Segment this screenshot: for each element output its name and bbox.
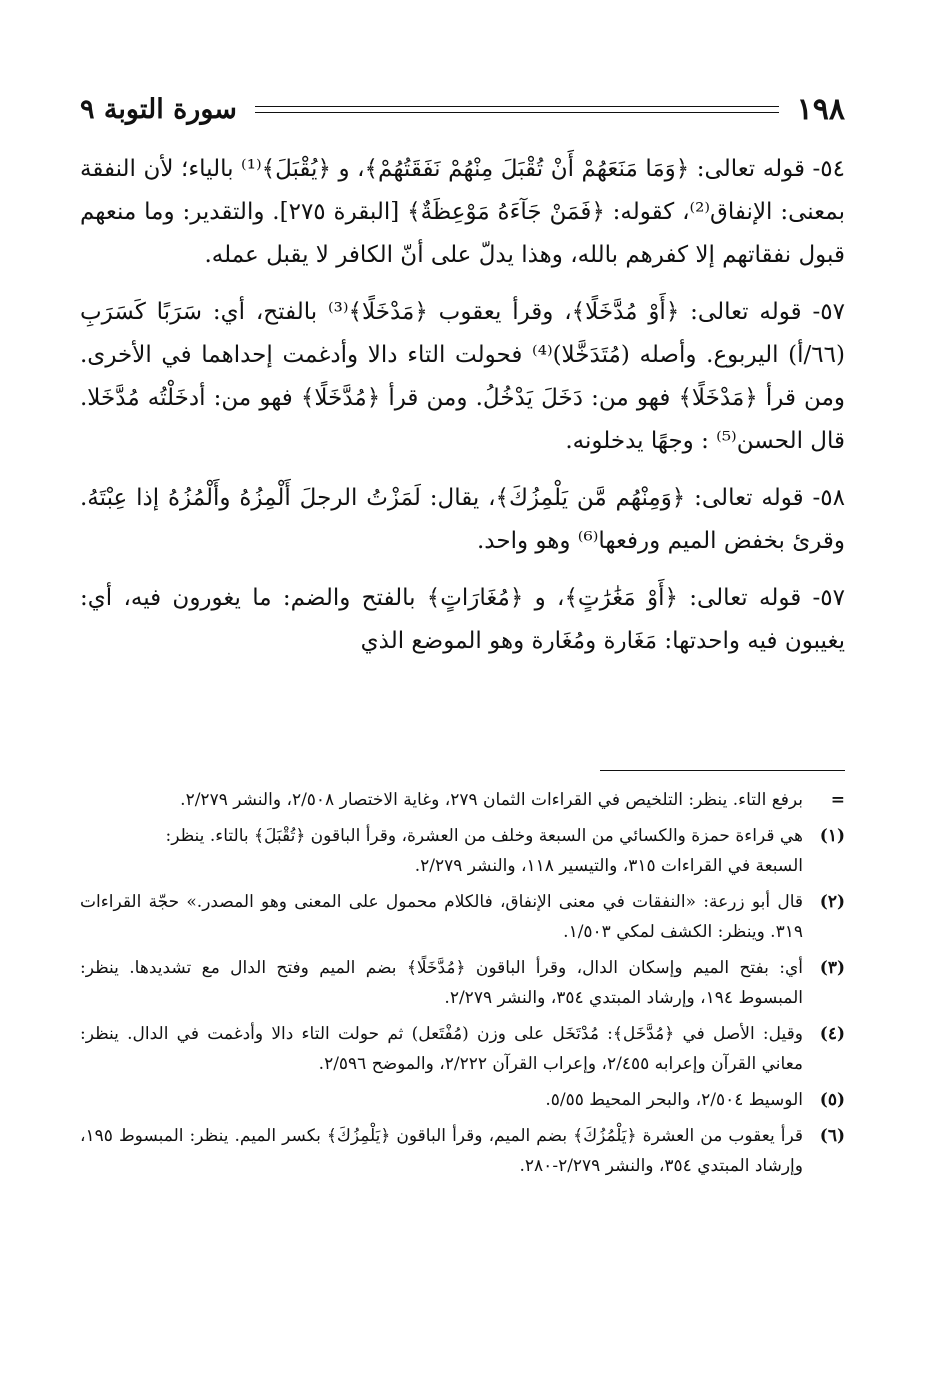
footnote-4 bbox=[80, 1019, 845, 1079]
page-number: ١٩٨ bbox=[796, 91, 845, 127]
footnote-mark: = bbox=[830, 790, 845, 810]
footnote-2 bbox=[80, 887, 845, 947]
footnote-mark: (١) bbox=[819, 826, 845, 846]
footnote-text: أي: بفتح الميم وإسكان الدال، وقرأ الباقون ﴿مُدَّخَلًا﴾ بضم الميم وفتح الدال مع تشديدها. ينظر: المبسوط ١٩٤، وإرشاد المبتدي ٣٥٤، والنشر ٢/٢٧٩. bbox=[80, 958, 803, 1008]
footnote-mark: (٦) bbox=[819, 1126, 845, 1146]
footnote-mark: (٢) bbox=[819, 892, 845, 912]
paragraph-57a: ٥٧- قوله تعالى: ﴿أَوْ مُدَّخَلًا﴾، وقرأ يعقوب ﴿مَدْخَلًا﴾⁽³⁾ بالفتح، أي: سَرَبًا كَسَرَبِ (٦٦/أ) اليربوع. وأصله (مُتَدَخَّلا)⁽⁴⁾ فحولت التاء دالا وأدغمت إحداهما في الأخرى. ومن قرأ ﴿مَدْخَلًا﴾ فهو من: دَخَلَ يَدْخُلُ. ومن قرأ ﴿مُدَّخَلًا﴾ فهو من: أدخَلْتُه مُدَّخَلا. قال الحسن⁽⁵⁾ : وجهًا يدخلونه. bbox=[80, 299, 845, 454]
footnote-text: هي قراءة حمزة والكسائي من السبعة وخلف من العشرة، وقرأ الباقون ﴿تُقْبَلَ﴾ بالتاء. ينظر: bbox=[165, 826, 803, 846]
footnote-text: قال أبو زرعة: «النفقات في معنى الإنفاق، فالكلام محمول على المعنى وهو المصدر.» حجّة القراءات ٣١٩. وينظر: الكشف لمكي ١/٥٠٣. bbox=[80, 892, 803, 942]
footnotes bbox=[80, 785, 845, 1187]
footnote-separator bbox=[600, 770, 845, 771]
footnote-mark: (٤) bbox=[819, 1024, 845, 1044]
footnote-text: قرأ يعقوب من العشرة ﴿يَلْمُزُكَ﴾ بضم الميم، وقرأ الباقون ﴿يَلْمِزُكَ﴾ بكسر الميم. ينظر: المبسوط ١٩٥، وإرشاد المبتدي ٣٥٤، والنشر ٢/٢٧٩-٢٨٠. bbox=[80, 1126, 803, 1176]
footnote-5 bbox=[80, 1085, 845, 1115]
footnote-text: الوسيط ٢/٥٠٤، والبحر المحيط ٥/٥٥. bbox=[545, 1090, 803, 1110]
footnote-mark: (٥) bbox=[819, 1090, 845, 1110]
footnote-6 bbox=[80, 1121, 845, 1181]
paragraph-57b: ٥٧- قوله تعالى: ﴿أَوْ مَغَٰرَٰتٍ﴾، و ﴿مُغَارَاتٍ﴾ بالفتح والضم: ما يغورون فيه، أي: يغيبون فيه واحدتها: مَغَارة ومُغَارة وهو الموضع الذي bbox=[80, 585, 845, 654]
footnote-mark: (٣) bbox=[819, 958, 845, 978]
footnote-1 bbox=[80, 821, 845, 881]
footnote-3 bbox=[80, 953, 845, 1013]
running-title: سورة التوبة ٩ bbox=[80, 93, 237, 125]
footnote-text: وقيل: الأصل في ﴿مُدَّخَل﴾: مُدْتَخَل على وزن (مُفْتَعل) ثم حولت التاء دالا وأدغمت في الدال. ينظر: معاني القرآن وإعرابه ٢/٤٥٥، وإعراب القرآن ٢/٢٢٢، والموضح ٢/٥٩٦. bbox=[80, 1024, 803, 1074]
paragraph-54: ٥٤- قوله تعالى: ﴿وَمَا مَنَعَهُمْ أَنْ تُقْبَلَ مِنْهُمْ نَفَقَتُهُمْ﴾، و ﴿يُقْبَلَ﴾⁽¹⁾ بالياء؛ لأن النفقة بمعنى: الإنفاق⁽²⁾، كقوله: ﴿فَمَنْ جَآءَهُ مَوْعِظَةٌ﴾ [البقرة ٢٧٥]. والتقدير: وما منعهم قبول نفقاتهم إلا كفرهم بالله، وهذا يدلّ على أنّ الكافر لا يقبل عمله. bbox=[80, 156, 845, 268]
footnote-text: برفع التاء. ينظر: التلخيص في القراءات الثمان ٢٧٩، وغاية الاختصار ٢/٥٠٨، والنشر ٢/٢٧٩. bbox=[180, 790, 803, 810]
footnote-text: السبعة في القراءات ٣١٥، والتيسير ١١٨، والنشر ٢/٢٧٩. bbox=[414, 856, 803, 876]
page-header bbox=[80, 86, 845, 132]
header-rule bbox=[255, 106, 779, 113]
footnote-continuation bbox=[80, 785, 845, 815]
paragraph-58: ٥٨- قوله تعالى: ﴿وَمِنْهُم مَّن يَلْمِزُكَ﴾، يقال: لَمَزْتُ الرجلَ أَلْمِزُهُ وأَلْمُزُهُ إذا عِبْتَهُ. وقرئ بخفض الميم ورفعها⁽⁶⁾ وهو واحد. bbox=[80, 485, 845, 554]
main-text bbox=[80, 148, 845, 677]
